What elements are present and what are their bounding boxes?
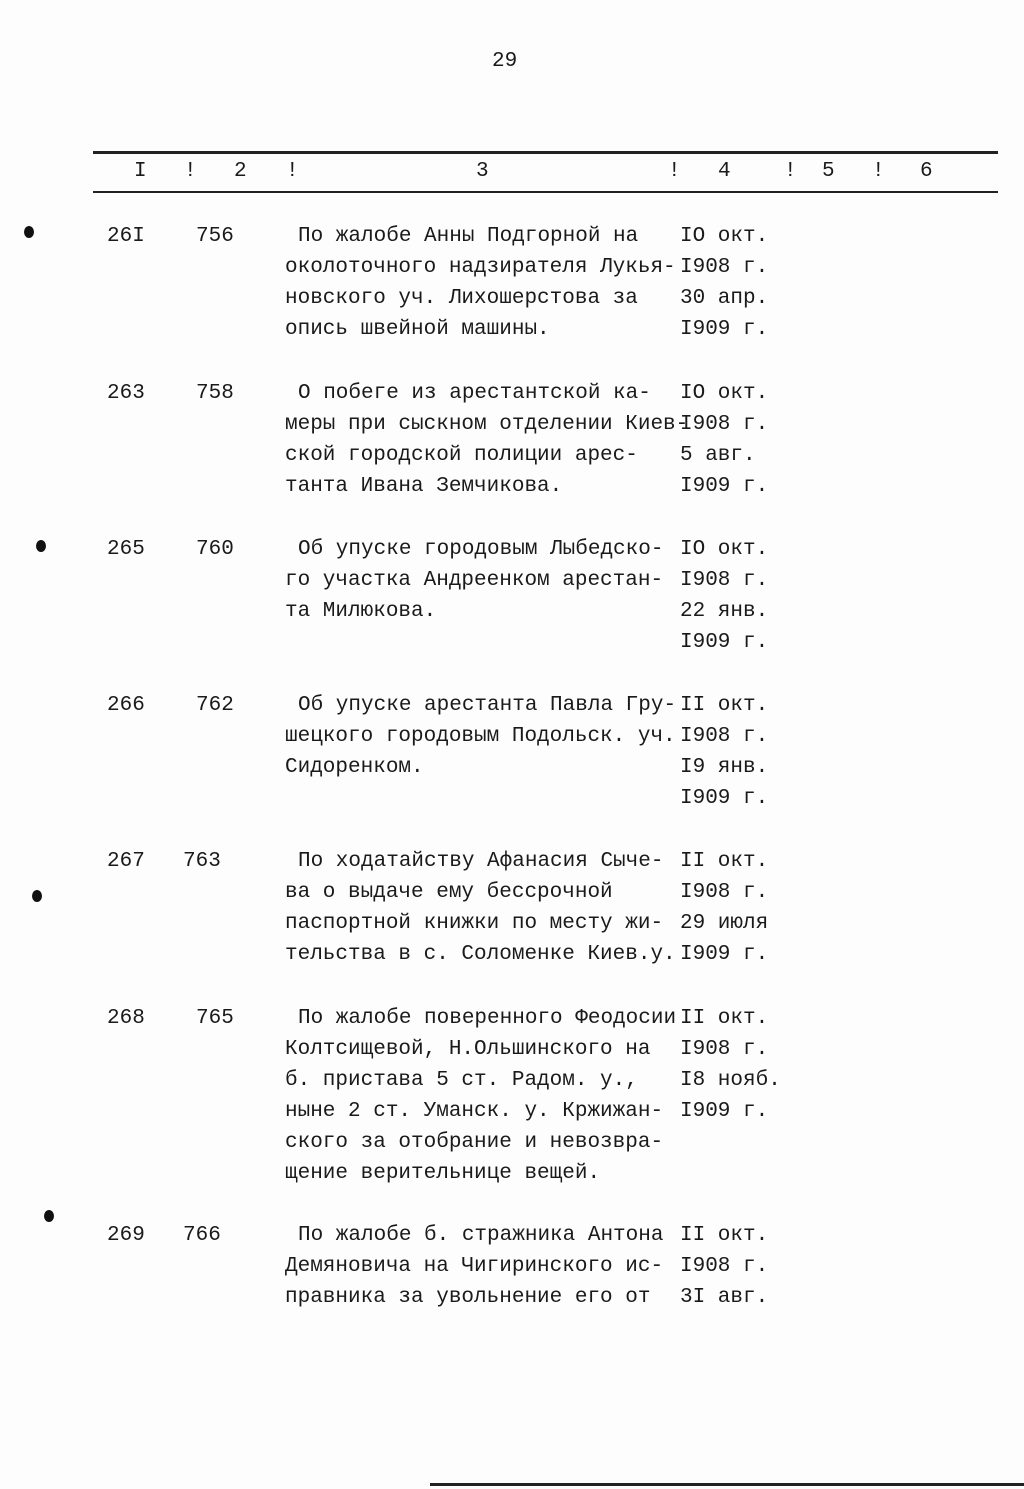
date-line: 30 апр. — [680, 287, 769, 310]
date-line: IO окт. — [680, 225, 769, 248]
item-number: 268 — [107, 1007, 145, 1030]
description-line: опись швейной машины. — [285, 318, 550, 341]
date-line: IO окт. — [680, 382, 769, 405]
date-line: I8 нояб. — [680, 1069, 781, 1092]
date-line: 22 янв. — [680, 600, 769, 623]
description-line: ской городской полиции арес- — [285, 444, 638, 467]
page-number: 29 — [492, 50, 518, 73]
description-line: паспортной книжки по месту жи- — [285, 912, 664, 935]
hole-punch-mark — [44, 1210, 54, 1222]
date-line: I908 г. — [680, 725, 769, 748]
file-number: 766 — [183, 1224, 221, 1247]
column-header: 4 — [718, 160, 731, 183]
item-number: 269 — [107, 1224, 145, 1247]
hole-punch-mark — [36, 540, 46, 552]
column-header: 5 — [822, 160, 835, 183]
date-line: I909 г. — [680, 787, 769, 810]
column-header: I — [134, 160, 147, 183]
date-line: 3I авг. — [680, 1286, 769, 1309]
date-line: II окт. — [680, 850, 769, 873]
column-header: 3 — [476, 160, 489, 183]
date-line: I908 г. — [680, 1038, 769, 1061]
date-line: I909 г. — [680, 631, 769, 654]
column-separator: ! — [286, 160, 299, 183]
description-line: шецкого городовым Подольск. уч. — [285, 725, 676, 748]
description-line: б. пристава 5 ст. Радом. у., — [285, 1069, 638, 1092]
date-line: I909 г. — [680, 943, 769, 966]
date-line: IO окт. — [680, 538, 769, 561]
column-separator: ! — [784, 160, 797, 183]
date-line: I909 г. — [680, 318, 769, 341]
description-line: Сидоренком. — [285, 756, 424, 779]
header-top-rule — [93, 151, 998, 154]
file-number: 763 — [183, 850, 221, 873]
item-number: 263 — [107, 382, 145, 405]
description-line: ва о выдаче ему бессрочной — [285, 881, 613, 904]
hole-punch-mark — [32, 890, 42, 902]
file-number: 758 — [196, 382, 234, 405]
file-number: 765 — [196, 1007, 234, 1030]
description-line: По ходатайству Афанасия Сыче- — [298, 850, 664, 873]
item-number: 26I — [107, 225, 145, 248]
date-line: II окт. — [680, 1224, 769, 1247]
date-line: I909 г. — [680, 475, 769, 498]
description-line: тельства в с. Соломенке Киев.у. — [285, 943, 676, 966]
column-separator: ! — [668, 160, 681, 183]
description-line: щение верительнице вещей. — [285, 1162, 601, 1185]
date-line: I908 г. — [680, 569, 769, 592]
description-line: По жалобе б. стражника Антона — [298, 1224, 664, 1247]
description-line: ныне 2 ст. Уманск. у. Кржижан- — [285, 1100, 664, 1123]
date-line: I908 г. — [680, 413, 769, 436]
file-number: 762 — [196, 694, 234, 717]
file-number: 760 — [196, 538, 234, 561]
date-line: I909 г. — [680, 1100, 769, 1123]
date-line: I9 янв. — [680, 756, 769, 779]
description-line: Об упуске арестанта Павла Гру- — [298, 694, 677, 717]
description-line: Колтсищевой, Н.Ольшинского на — [285, 1038, 651, 1061]
description-line: О побеге из арестантской ка- — [298, 382, 651, 405]
column-separator: ! — [872, 160, 885, 183]
date-line: II окт. — [680, 1007, 769, 1030]
description-line: правника за увольнение его от — [285, 1286, 651, 1309]
column-header: 6 — [920, 160, 933, 183]
date-line: I908 г. — [680, 256, 769, 279]
item-number: 267 — [107, 850, 145, 873]
hole-punch-mark — [24, 226, 34, 238]
item-number: 266 — [107, 694, 145, 717]
description-line: Демяновича на Чигиринского ис- — [285, 1255, 664, 1278]
description-line: По жалобе поверенного Феодосии — [298, 1007, 677, 1030]
description-line: та Милюкова. — [285, 600, 437, 623]
description-line: меры при сыскном отделении Киев- — [285, 413, 689, 436]
column-header: 2 — [234, 160, 247, 183]
date-line: 5 авг. — [680, 444, 756, 467]
description-line: танта Ивана Земчикова. — [285, 475, 563, 498]
description-line: Об упуске городовым Лыбедско- — [298, 538, 664, 561]
description-line: ского за отобрание и невозвра- — [285, 1131, 664, 1154]
header-bottom-rule — [93, 191, 998, 193]
description-line: околоточного надзирателя Лукья- — [285, 256, 676, 279]
description-line: новского уч. Лихошерстова за — [285, 287, 638, 310]
date-line: 29 июля — [680, 912, 769, 935]
description-line: По жалобе Анны Подгорной на — [298, 225, 639, 248]
bottom-rule — [430, 1483, 1024, 1486]
item-number: 265 — [107, 538, 145, 561]
date-line: I908 г. — [680, 881, 769, 904]
date-line: II окт. — [680, 694, 769, 717]
description-line: го участка Андреенком арестан- — [285, 569, 664, 592]
date-line: I908 г. — [680, 1255, 769, 1278]
column-separator: ! — [184, 160, 197, 183]
file-number: 756 — [196, 225, 234, 248]
